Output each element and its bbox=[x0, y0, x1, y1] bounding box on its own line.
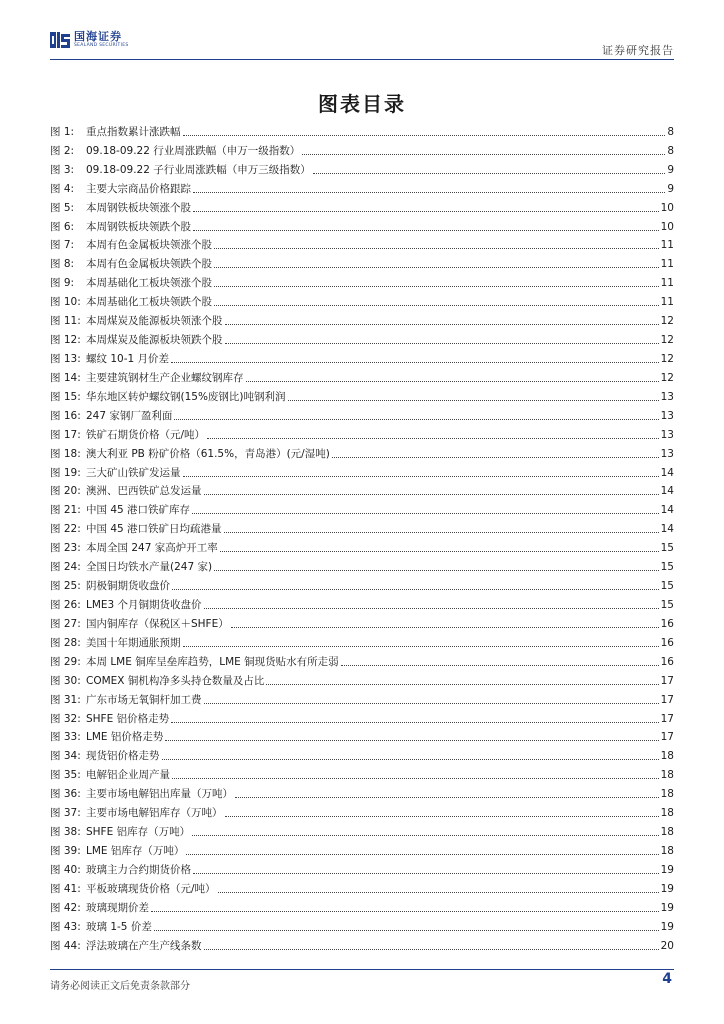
toc-dot-leader bbox=[174, 418, 658, 420]
toc-entry-title: 广东市场无氧铜杆加工费 bbox=[86, 693, 202, 706]
toc-entry-page: 13 bbox=[660, 447, 674, 460]
toc-entry-title: 09.18-09.22 行业周涨跌幅（申万一级指数） bbox=[86, 144, 301, 157]
toc-dot-leader bbox=[162, 758, 659, 760]
toc-entry[interactable] bbox=[50, 839, 674, 858]
toc-entry-title: 本周全国 247 家高炉开工率 bbox=[86, 542, 218, 555]
logo-english-text: SEALAND SECURITIES bbox=[74, 43, 129, 49]
toc-entry-number: 图 28: bbox=[50, 636, 81, 649]
toc-entry-number: 图 27: bbox=[50, 617, 81, 630]
toc-entry-number: 图 37: bbox=[50, 807, 81, 820]
toc-entry-number: 图 26: bbox=[50, 598, 81, 611]
page-header bbox=[50, 28, 674, 58]
toc-entry[interactable] bbox=[50, 782, 674, 801]
toc-entry-title: 本周有色金属板块领跌个股 bbox=[86, 258, 212, 271]
toc-entry-number: 图 29: bbox=[50, 655, 81, 668]
toc-dot-leader bbox=[302, 153, 665, 155]
toc-entry[interactable] bbox=[50, 517, 674, 536]
toc-entry-number: 图 9: bbox=[50, 277, 75, 290]
toc-entry-page: 15 bbox=[660, 561, 674, 574]
toc-entry-page: 18 bbox=[660, 807, 674, 820]
toc-entry-number: 图 5: bbox=[50, 201, 75, 214]
toc-entry-number: 图 2: bbox=[50, 144, 75, 157]
toc-entry-title: 本周钢铁板块领跌个股 bbox=[86, 220, 191, 233]
toc-dot-leader bbox=[193, 210, 659, 212]
toc-dot-leader bbox=[224, 531, 659, 533]
toc-entry[interactable] bbox=[50, 139, 674, 158]
toc-entry[interactable] bbox=[50, 158, 674, 177]
toc-entry[interactable] bbox=[50, 555, 674, 574]
toc-entry-number: 图 32: bbox=[50, 712, 81, 725]
toc-dot-leader bbox=[172, 777, 659, 779]
toc-dot-leader bbox=[204, 702, 659, 704]
toc-entry-page: 13 bbox=[660, 390, 674, 403]
toc-entry-number: 图 8: bbox=[50, 258, 75, 271]
toc-dot-leader bbox=[225, 815, 659, 817]
toc-dot-leader bbox=[214, 304, 659, 306]
toc-entry-page: 11 bbox=[660, 239, 674, 252]
toc-entry-page: 18 bbox=[660, 788, 674, 801]
toc-entry-number: 图 12: bbox=[50, 334, 81, 347]
toc-entry[interactable] bbox=[50, 650, 674, 669]
toc-entry[interactable] bbox=[50, 177, 674, 196]
toc-entry[interactable] bbox=[50, 423, 674, 442]
toc-entry-page: 17 bbox=[660, 693, 674, 706]
toc-entry-title: 电解铝企业周产量 bbox=[86, 769, 170, 782]
toc-entry-title: LME 铝库存（万吨） bbox=[86, 844, 185, 857]
toc-entry-number: 图 17: bbox=[50, 428, 81, 441]
toc-entry-number: 图 16: bbox=[50, 409, 81, 422]
toc-entry-page: 15 bbox=[660, 580, 674, 593]
toc-entry-number: 图 10: bbox=[50, 296, 81, 309]
toc-entry[interactable] bbox=[50, 309, 674, 328]
toc-entry-number: 图 24: bbox=[50, 561, 81, 574]
toc-entry-title: 美国十年期通胀预期 bbox=[86, 636, 181, 649]
toc-entry[interactable] bbox=[50, 385, 674, 404]
toc-entry-title: 主要市场电解铝库存（万吨） bbox=[86, 807, 223, 820]
toc-entry-number: 图 15: bbox=[50, 390, 81, 403]
sealand-logo-icon bbox=[50, 30, 70, 50]
toc-entry-title: 浮法玻璃在产生产线条数 bbox=[86, 939, 202, 952]
toc-dot-leader bbox=[246, 380, 659, 382]
toc-entry-page: 11 bbox=[660, 258, 674, 271]
toc-entry-page: 13 bbox=[660, 428, 674, 441]
toc-entry-number: 图 6: bbox=[50, 220, 75, 233]
toc-dot-leader bbox=[313, 172, 666, 174]
toc-entry-page: 17 bbox=[660, 731, 674, 744]
toc-entry-title: 本周有色金属板块领涨个股 bbox=[86, 239, 212, 252]
toc-entry-page: 20 bbox=[660, 939, 674, 952]
toc-entry-title: COMEX 铜机构净多头持仓数量及占比 bbox=[86, 674, 265, 687]
toc-entry-title: 华东地区转炉螺纹钢(15%废钢比)吨钢利润 bbox=[86, 390, 286, 403]
toc-entry-page: 9 bbox=[667, 163, 674, 176]
toc-dot-leader bbox=[288, 399, 659, 401]
toc-entry-number: 图 34: bbox=[50, 750, 81, 763]
toc-entry-number: 图 43: bbox=[50, 920, 81, 933]
toc-entry-page: 15 bbox=[660, 598, 674, 611]
toc-entry-page: 15 bbox=[660, 542, 674, 555]
toc-entry-title: 247 家钢厂盈利面 bbox=[86, 409, 173, 422]
toc-entry-title: 国内铜库存（保税区＋SHFE） bbox=[86, 617, 229, 630]
toc-entry[interactable] bbox=[50, 688, 674, 707]
toc-entry-page: 10 bbox=[660, 220, 674, 233]
toc-entry-title: 阴极铜期货收盘价 bbox=[86, 580, 170, 593]
toc-entry-number: 图 1: bbox=[50, 125, 75, 138]
toc-entry[interactable] bbox=[50, 707, 674, 726]
toc-entry[interactable] bbox=[50, 480, 674, 499]
toc-entry-title: 螺纹 10-1 月价差 bbox=[86, 352, 170, 365]
toc-entry-number: 图 36: bbox=[50, 788, 81, 801]
toc-entry-page: 12 bbox=[660, 352, 674, 365]
logo-chinese-text: 国海证券 bbox=[74, 30, 122, 44]
toc-dot-leader bbox=[235, 796, 659, 798]
toc-entry-number: 图 19: bbox=[50, 466, 81, 479]
toc-entry-title: 中国 45 港口铁矿库存 bbox=[86, 504, 191, 517]
toc-dot-leader bbox=[214, 266, 659, 268]
toc-entry-number: 图 21: bbox=[50, 504, 81, 517]
toc-entry-page: 11 bbox=[660, 296, 674, 309]
toc-dot-leader bbox=[214, 569, 659, 571]
toc-entry[interactable] bbox=[50, 404, 674, 423]
toc-dot-leader bbox=[341, 664, 659, 666]
toc-dot-leader bbox=[186, 853, 658, 855]
toc-entry-title: 本周煤炭及能源板块领涨个股 bbox=[86, 315, 223, 328]
toc-dot-leader bbox=[192, 512, 659, 514]
toc-entry-page: 18 bbox=[660, 844, 674, 857]
toc-entry[interactable] bbox=[50, 290, 674, 309]
toc-entry[interactable] bbox=[50, 801, 674, 820]
toc-entry[interactable] bbox=[50, 120, 674, 139]
toc-entry-page: 9 bbox=[667, 182, 674, 195]
toc-entry-number: 图 13: bbox=[50, 352, 81, 365]
toc-entry-number: 图 14: bbox=[50, 371, 81, 384]
toc-entry-page: 8 bbox=[667, 144, 674, 157]
toc-entry-page: 10 bbox=[660, 201, 674, 214]
toc-entry[interactable] bbox=[50, 328, 674, 347]
toc-dot-leader bbox=[171, 721, 659, 723]
toc-entry-page: 14 bbox=[660, 504, 674, 517]
toc-entry-page: 18 bbox=[660, 826, 674, 839]
toc-entry-title: 玻璃 1-5 价差 bbox=[86, 920, 152, 933]
toc-dot-leader bbox=[266, 683, 658, 685]
toc-entry-number: 图 33: bbox=[50, 731, 81, 744]
toc-entry-page: 16 bbox=[660, 636, 674, 649]
toc-dot-leader bbox=[214, 285, 659, 287]
toc-entry[interactable] bbox=[50, 593, 674, 612]
toc-dot-leader bbox=[332, 456, 659, 458]
toc-entry-page: 17 bbox=[660, 712, 674, 725]
toc-entry[interactable] bbox=[50, 574, 674, 593]
toc-entry-number: 图 35: bbox=[50, 769, 81, 782]
toc-entry-number: 图 20: bbox=[50, 485, 81, 498]
toc-entry-title: 本周 LME 铜库呈垒库趋势，LME 铜现货贴水有所走弱 bbox=[86, 655, 339, 668]
toc-entry-page: 14 bbox=[660, 523, 674, 536]
toc-dot-leader bbox=[183, 134, 666, 136]
toc-entry[interactable] bbox=[50, 915, 674, 934]
toc-dot-leader bbox=[204, 493, 659, 495]
toc-entry[interactable] bbox=[50, 215, 674, 234]
toc-dot-leader bbox=[220, 550, 659, 552]
toc-dot-leader bbox=[154, 929, 659, 931]
toc-entry-page: 18 bbox=[660, 769, 674, 782]
toc-entry[interactable] bbox=[50, 461, 674, 480]
toc-dot-leader bbox=[193, 229, 659, 231]
toc-dot-leader bbox=[171, 361, 659, 363]
toc-entry[interactable] bbox=[50, 347, 674, 366]
toc-entry[interactable] bbox=[50, 498, 674, 517]
toc-entry-title: LME3 个月铜期货收盘价 bbox=[86, 598, 202, 611]
toc-entry[interactable] bbox=[50, 858, 674, 877]
toc-entry-title: 主要建筑钢材生产企业螺纹钢库存 bbox=[86, 371, 244, 384]
header-divider bbox=[50, 59, 674, 60]
toc-dot-leader bbox=[204, 948, 659, 950]
toc-entry[interactable] bbox=[50, 234, 674, 253]
table-of-figures bbox=[50, 120, 674, 953]
toc-dot-leader bbox=[218, 891, 659, 893]
toc-entry-page: 19 bbox=[660, 920, 674, 933]
toc-entry-number: 图 44: bbox=[50, 939, 81, 952]
toc-entry[interactable] bbox=[50, 669, 674, 688]
toc-entry-title: SHFE 铝库存（万吨） bbox=[86, 826, 191, 839]
toc-entry[interactable] bbox=[50, 252, 674, 271]
toc-entry-number: 图 41: bbox=[50, 882, 81, 895]
toc-entry[interactable] bbox=[50, 896, 674, 915]
toc-entry-page: 13 bbox=[660, 409, 674, 422]
toc-entry[interactable] bbox=[50, 877, 674, 896]
toc-entry-page: 12 bbox=[660, 334, 674, 347]
toc-entry-title: 澳大利亚 PB 粉矿价格（61.5%，青岛港）(元/湿吨) bbox=[86, 447, 330, 460]
toc-entry[interactable] bbox=[50, 612, 674, 631]
footer-disclaimer-note: 请务必阅读正文后免责条款部分 bbox=[50, 981, 190, 992]
toc-entry-page: 19 bbox=[660, 901, 674, 914]
company-logo bbox=[50, 30, 129, 50]
toc-entry-title: 澳洲、巴西铁矿总发运量 bbox=[86, 485, 202, 498]
toc-entry[interactable] bbox=[50, 934, 674, 953]
toc-entry-title: 铁矿石期货价格（元/吨） bbox=[86, 428, 206, 441]
toc-dot-leader bbox=[172, 588, 659, 590]
page-number: 4 bbox=[662, 971, 672, 987]
toc-dot-leader bbox=[193, 872, 659, 874]
toc-entry-number: 图 38: bbox=[50, 826, 81, 839]
toc-entry-title: 本周基础化工板块领跌个股 bbox=[86, 296, 212, 309]
toc-entry-title: 现货铝价格走势 bbox=[86, 750, 160, 763]
toc-entry-number: 图 39: bbox=[50, 844, 81, 857]
toc-entry-page: 19 bbox=[660, 863, 674, 876]
toc-entry-page: 16 bbox=[660, 655, 674, 668]
toc-dot-leader bbox=[193, 191, 665, 193]
toc-dot-leader bbox=[183, 645, 659, 647]
toc-entry[interactable] bbox=[50, 631, 674, 650]
toc-entry-page: 19 bbox=[660, 882, 674, 895]
toc-entry-title: 09.18-09.22 子行业周涨跌幅（申万三级指数） bbox=[86, 163, 311, 176]
toc-entry-page: 8 bbox=[667, 125, 674, 138]
toc-entry-title: 三大矿山铁矿发运量 bbox=[86, 466, 181, 479]
toc-entry-title: 玻璃现期价差 bbox=[86, 901, 149, 914]
toc-entry-page: 14 bbox=[660, 466, 674, 479]
toc-entry[interactable] bbox=[50, 442, 674, 461]
toc-entry-title: 本周煤炭及能源板块领跌个股 bbox=[86, 334, 223, 347]
toc-entry-number: 图 31: bbox=[50, 693, 81, 706]
toc-dot-leader bbox=[151, 910, 659, 912]
toc-entry-page: 14 bbox=[660, 485, 674, 498]
toc-entry-number: 图 30: bbox=[50, 674, 81, 687]
toc-entry-title: 主要大宗商品价格跟踪 bbox=[86, 182, 191, 195]
toc-entry-number: 图 23: bbox=[50, 542, 81, 555]
toc-entry[interactable] bbox=[50, 763, 674, 782]
toc-entry[interactable] bbox=[50, 744, 674, 763]
toc-dot-leader bbox=[207, 437, 659, 439]
toc-entry-title: 玻璃主力合约期货价格 bbox=[86, 863, 191, 876]
toc-entry-title: 平板玻璃现货价格（元/吨） bbox=[86, 882, 216, 895]
page-title: 图表目录 bbox=[318, 92, 406, 116]
toc-entry-title: 重点指数累计涨跌幅 bbox=[86, 125, 181, 138]
toc-dot-leader bbox=[225, 342, 659, 344]
toc-dot-leader bbox=[165, 739, 658, 741]
toc-dot-leader bbox=[183, 475, 659, 477]
toc-entry-page: 12 bbox=[660, 371, 674, 384]
toc-entry-page: 11 bbox=[660, 277, 674, 290]
toc-entry-number: 图 11: bbox=[50, 315, 81, 328]
toc-entry-title: 主要市场电解铝出库量（万吨） bbox=[86, 788, 233, 801]
toc-entry-number: 图 22: bbox=[50, 523, 81, 536]
toc-entry-page: 16 bbox=[660, 617, 674, 630]
toc-entry-page: 17 bbox=[660, 674, 674, 687]
toc-entry-page: 12 bbox=[660, 315, 674, 328]
toc-entry-title: 全国日均铁水产量(247 家) bbox=[86, 561, 213, 574]
toc-entry[interactable] bbox=[50, 536, 674, 555]
toc-entry[interactable] bbox=[50, 196, 674, 215]
toc-dot-leader bbox=[204, 607, 659, 609]
report-type-label: 证券研究报告 bbox=[602, 44, 674, 57]
toc-entry-title: 本周基础化工板块领涨个股 bbox=[86, 277, 212, 290]
toc-dot-leader bbox=[231, 626, 659, 628]
toc-entry[interactable] bbox=[50, 366, 674, 385]
toc-entry-number: 图 40: bbox=[50, 863, 81, 876]
toc-entry-number: 图 7: bbox=[50, 239, 75, 252]
toc-entry[interactable] bbox=[50, 820, 674, 839]
toc-entry-title: LME 铝价格走势 bbox=[86, 731, 164, 744]
toc-entry[interactable] bbox=[50, 271, 674, 290]
toc-entry-number: 图 42: bbox=[50, 901, 81, 914]
toc-dot-leader bbox=[214, 247, 659, 249]
toc-dot-leader bbox=[192, 834, 659, 836]
toc-entry[interactable] bbox=[50, 726, 674, 745]
toc-entry-number: 图 3: bbox=[50, 163, 75, 176]
toc-entry-title: SHFE 铝价格走势 bbox=[86, 712, 170, 725]
toc-entry-title: 中国 45 港口铁矿日均疏港量 bbox=[86, 523, 222, 536]
toc-entry-page: 18 bbox=[660, 750, 674, 763]
toc-entry-number: 图 25: bbox=[50, 580, 81, 593]
toc-entry-number: 图 4: bbox=[50, 182, 75, 195]
toc-entry-number: 图 18: bbox=[50, 447, 81, 460]
footer-divider bbox=[50, 969, 674, 970]
toc-dot-leader bbox=[225, 323, 659, 325]
toc-entry-title: 本周钢铁板块领涨个股 bbox=[86, 201, 191, 214]
